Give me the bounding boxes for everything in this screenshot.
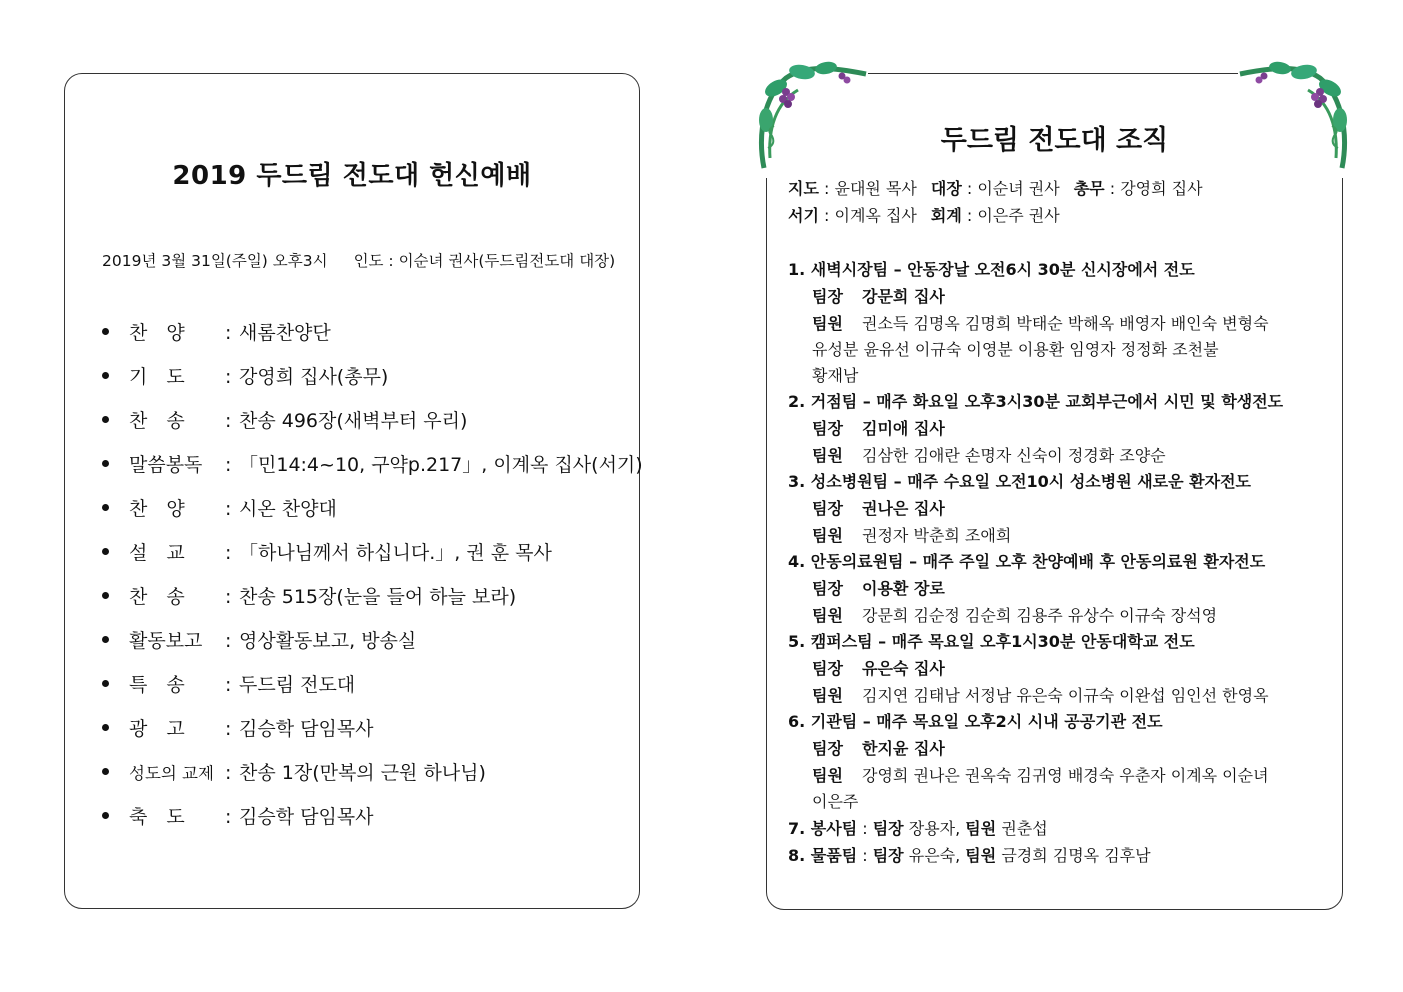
role-label: 팀원 xyxy=(812,446,843,465)
role-label: 팀장 xyxy=(812,499,843,518)
order-value: 영상활동보고, 방송실 xyxy=(239,630,417,652)
staff-label: 회계 xyxy=(930,206,962,225)
team-heading: 2. 거점팀 – 매주 화요일 오후3시30분 교회부근에서 시민 및 학생전도 xyxy=(788,392,1284,411)
order-value: 「하나님께서 하십니다.」, 권 훈 목사 xyxy=(239,542,552,564)
team-leader-row xyxy=(812,416,945,439)
team-leader: 장용자, xyxy=(908,819,961,838)
team-heading: 3. 성소병원팀 – 매주 수요일 오전10시 성소병원 새로운 환자전도 xyxy=(788,472,1251,491)
team-8-row: 8. 물품팀 : 팀장 유은숙, 팀원 금경희 김명옥 김후남 xyxy=(788,846,1151,865)
team-leader: 권나은 집사 xyxy=(862,499,945,518)
staff-row-1: 지도 : 윤대원 목사 대장 : 이순녀 권사 총무 : 강영희 집사 xyxy=(788,179,1203,198)
team-heading: 5. 캠퍼스팀 – 매주 목요일 오후1시30분 안동대학교 전도 xyxy=(788,632,1195,651)
team-leader: 유은숙, xyxy=(908,846,961,865)
order-item: 기 도 : 강영희 집사(총무) xyxy=(102,355,643,399)
team-members: 금경희 김명옥 김후남 xyxy=(1001,846,1151,865)
team-leader: 강문희 집사 xyxy=(862,287,945,306)
order-item: 찬 양 : 새롬찬양단 xyxy=(102,311,643,355)
team-leader-row xyxy=(812,736,945,759)
order-label: 찬 양 xyxy=(129,322,185,344)
bullet-icon xyxy=(102,328,109,335)
role-label: 팀원 xyxy=(812,606,843,625)
order-label: 광 고 xyxy=(129,718,185,740)
order-label: 특 송 xyxy=(129,674,185,696)
bullet-icon xyxy=(102,768,109,775)
order-label: 기 도 xyxy=(129,366,185,388)
role-label: 팀장 xyxy=(812,659,843,678)
team-members: 강문희 김순정 김순희 김용주 유상수 이규숙 장석영 xyxy=(862,606,1218,625)
order-value: 두드림 전도대 xyxy=(239,674,356,696)
role-label: 팀장 xyxy=(812,287,843,306)
order-item: 축 도 : 김승학 담임목사 xyxy=(102,795,643,839)
staff-label: 대장 xyxy=(930,179,962,198)
service-info xyxy=(102,249,615,271)
order-label: 축 도 xyxy=(129,806,185,828)
bullet-icon xyxy=(102,592,109,599)
team-leader-row xyxy=(812,496,945,519)
order-value: 찬송 496장(새벽부터 우리) xyxy=(239,410,468,432)
team-leader: 김미애 집사 xyxy=(862,419,945,438)
order-label: 활동보고 xyxy=(129,630,203,652)
team-heading: 4. 안동의료원팀 – 매주 주일 오후 찬양예배 후 안동의료원 환자전도 xyxy=(788,552,1266,571)
order-item: 활동보고 : 영상활동보고, 방송실 xyxy=(102,619,643,663)
staff-label: 서기 xyxy=(788,206,819,225)
order-item: 광 고 : 김승학 담임목사 xyxy=(102,707,643,751)
team-member-row: 이은주 xyxy=(812,792,859,811)
order-label: 설 교 xyxy=(129,542,185,564)
service-date: 2019년 3월 31일(주일) 오후3시 xyxy=(102,252,328,270)
team-member-row xyxy=(812,763,1269,786)
team-members: 권소득 김명옥 김명희 박태순 박해옥 배영자 배인숙 변형숙 xyxy=(862,314,1269,333)
organization-title: 두드림 전도대 조직 xyxy=(940,125,1169,156)
role-label: 팀원 xyxy=(965,819,997,838)
order-item: 성도의 교제 : 찬송 1장(만복의 근원 하나님) xyxy=(102,751,643,795)
team-leader-row xyxy=(812,656,945,679)
role-label: 팀장 xyxy=(872,846,904,865)
staff-value: 윤대원 목사 xyxy=(834,179,917,198)
team-leader: 유은숙 집사 xyxy=(862,659,945,678)
role-label: 팀원 xyxy=(965,846,997,865)
order-value: 찬송 515장(눈을 들어 하늘 보라) xyxy=(239,586,517,608)
order-value: 시온 찬양대 xyxy=(239,498,337,520)
team-members: 김지연 김태남 서정남 유은숙 이규숙 이완섭 임인선 한영옥 xyxy=(862,686,1269,705)
team-member-row: 유성분 윤유선 이규숙 이영분 이용환 임영자 정정화 조천불 xyxy=(812,340,1219,359)
team-member-row xyxy=(812,443,1166,466)
staff-value: 이은주 권사 xyxy=(977,206,1060,225)
team-heading: 6. 기관팀 – 매주 목요일 오후2시 시내 공공기관 전도 xyxy=(788,712,1163,731)
team-heading: 8. 물품팀 xyxy=(788,846,858,865)
worship-title: 2019 두드림 전도대 헌신예배 xyxy=(172,161,532,191)
role-label: 팀장 xyxy=(812,579,843,598)
order-value: 찬송 1장(만복의 근원 하나님) xyxy=(239,762,486,784)
staff-label: 총무 xyxy=(1073,179,1105,198)
role-label: 팀원 xyxy=(812,686,843,705)
team-member-row xyxy=(812,523,1011,546)
order-value: 강영희 집사(총무) xyxy=(239,366,389,388)
order-label: 찬 송 xyxy=(129,586,185,608)
bullet-icon xyxy=(102,680,109,687)
staff-value: 강영희 집사 xyxy=(1120,179,1203,198)
team-members: 김삼한 김애란 손명자 신숙이 정경화 조양순 xyxy=(862,446,1166,465)
bullet-icon xyxy=(102,812,109,819)
role-label: 팀원 xyxy=(812,766,843,785)
order-item: 특 송 : 두드림 전도대 xyxy=(102,663,643,707)
service-leader: 인도 : 이순녀 권사(두드림전도대 대장) xyxy=(353,252,616,270)
role-label: 팀장 xyxy=(872,819,904,838)
order-item: 말씀봉독 : 「민14:4~10, 구약p.217」, 이계옥 집사(서기) xyxy=(102,443,643,487)
staff-row-2: 서기 : 이계옥 집사 회계 : 이은주 권사 xyxy=(788,206,1060,225)
bullet-icon xyxy=(102,416,109,423)
team-member-row xyxy=(812,311,1269,334)
bullet-icon xyxy=(102,636,109,643)
team-leader: 이용환 장로 xyxy=(862,579,945,598)
team-heading: 7. 봉사팀 xyxy=(788,819,858,838)
order-value: 김승학 담임목사 xyxy=(239,718,374,740)
team-member-row xyxy=(812,603,1217,626)
bullet-icon xyxy=(102,548,109,555)
order-of-service-list xyxy=(102,311,643,839)
role-label: 팀장 xyxy=(812,739,843,758)
bullet-icon xyxy=(102,460,109,467)
team-heading: 1. 새벽시장팀 – 안동장날 오전6시 30분 신시장에서 전도 xyxy=(788,260,1195,279)
bullet-icon xyxy=(102,504,109,511)
order-label: 찬 송 xyxy=(129,410,185,432)
team-leader: 한지윤 집사 xyxy=(862,739,945,758)
role-label: 팀원 xyxy=(812,526,843,545)
staff-value: 이계옥 집사 xyxy=(834,206,917,225)
team-members: 권정자 박춘희 조애희 xyxy=(862,526,1012,545)
order-label: 말씀봉독 xyxy=(129,454,203,476)
bullet-icon xyxy=(102,372,109,379)
order-value: 김승학 담임목사 xyxy=(239,806,374,828)
order-item: 설 교 : 「하나님께서 하십니다.」, 권 훈 목사 xyxy=(102,531,643,575)
role-label: 팀원 xyxy=(812,314,843,333)
order-item: 찬 송 : 찬송 515장(눈을 들어 하늘 보라) xyxy=(102,575,643,619)
team-leader-row xyxy=(812,576,945,599)
team-members: 권춘섭 xyxy=(1001,819,1048,838)
order-item: 찬 양 : 시온 찬양대 xyxy=(102,487,643,531)
team-leader-row xyxy=(812,284,945,307)
bullet-icon xyxy=(102,724,109,731)
order-item: 찬 송 : 찬송 496장(새벽부터 우리) xyxy=(102,399,643,443)
order-label: 성도의 교제 xyxy=(129,764,214,783)
staff-label: 지도 xyxy=(788,179,819,198)
role-label: 팀장 xyxy=(812,419,843,438)
staff-value: 이순녀 권사 xyxy=(977,179,1060,198)
order-value: 새롬찬양단 xyxy=(239,322,331,344)
team-member-row xyxy=(812,683,1269,706)
team-7-row: 7. 봉사팀 : 팀장 장용자, 팀원 권춘섭 xyxy=(788,819,1048,838)
team-member-row: 황재남 xyxy=(812,366,859,385)
order-label: 찬 양 xyxy=(129,498,185,520)
order-value: 「민14:4~10, 구약p.217」, 이계옥 집사(서기) xyxy=(239,454,643,476)
team-members: 강영희 권나은 권옥숙 김귀영 배경숙 우춘자 이계옥 이순녀 xyxy=(862,766,1269,785)
